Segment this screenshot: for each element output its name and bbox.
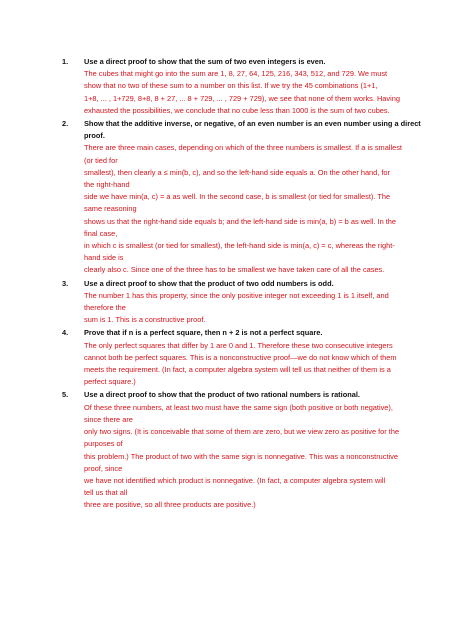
question-line: Use a direct proof to show that the sum of two even integers is even. bbox=[84, 57, 326, 66]
answer-line: only two signs. (It is conceivable that some of them are zero, but we view zero as positive for the bbox=[84, 427, 400, 437]
answer-line: (or tied for bbox=[84, 155, 118, 165]
answer-line: side we have min(a, c) = a as well. In the second case, b is smallest (or tied for smallest). The bbox=[84, 192, 391, 202]
answer-line: Of these three numbers, at least two must have the same sign (both positive or both negative), bbox=[84, 402, 393, 412]
answer-line: There are three main cases, depending on which of the three numbers is smallest. If a is smallest bbox=[84, 143, 402, 153]
answer-line: The only perfect squares that differ by 1 are 0 and 1. Therefore these two consecutive integers bbox=[84, 340, 393, 350]
answer-line: purposes of bbox=[84, 439, 123, 449]
problem-question bbox=[84, 278, 440, 290]
answer-line: final case, bbox=[84, 228, 118, 238]
answer-line: clearly also c. Since one of the three has to be smallest we have taken care of all the cases. bbox=[84, 265, 385, 275]
answer-line: show that no two of these sum to a number on this list. If we try the 45 combinations (1+1, bbox=[84, 81, 378, 91]
question-line: Show that the additive inverse, or negative, of an even number is an even number using a direct bbox=[84, 119, 421, 129]
problem-answer bbox=[84, 340, 440, 389]
answer-line: this problem.) The product of two with the same sign is nonnegative. This was a nonconstructive bbox=[84, 451, 398, 461]
answer-line: exhausted the possibilities, we conclude that no cube less than 1000 is the sum of two cubes. bbox=[84, 105, 390, 115]
answer-line: 1+8, ... , 1+729, 8+8, 8 + 27, ... 8 + 729, ... , 729 + 729), we see that none of them works. Having bbox=[84, 93, 400, 103]
answer-line: tell us that all bbox=[84, 488, 128, 498]
problem-list bbox=[62, 56, 440, 512]
answer-line: sum is 1. This is a constructive proof. bbox=[84, 315, 206, 325]
problem-answer bbox=[84, 142, 440, 276]
problem-number: 4. bbox=[62, 328, 69, 338]
answer-line: since there are bbox=[84, 414, 133, 424]
question-line: Use a direct proof to show that the product of two rational numbers is rational. bbox=[84, 390, 360, 400]
problem-1 bbox=[62, 56, 440, 117]
answer-line: three are positive, so all three products are positive.) bbox=[84, 500, 256, 510]
answer-line: in which c is smallest (or tied for smallest), the left-hand side is min(a, c) = c, whereas the right- bbox=[84, 241, 395, 251]
answer-line: same reasoning bbox=[84, 204, 137, 214]
problem-answer bbox=[84, 68, 440, 117]
problem-answer bbox=[84, 402, 440, 512]
question-line: Prove that if n is a perfect square, then n + 2 is not a perfect square. bbox=[84, 328, 323, 338]
problem-number: 1. bbox=[62, 57, 69, 66]
problem-2 bbox=[62, 118, 440, 277]
answer-line: the right-hand bbox=[84, 180, 130, 190]
answer-line: smallest), then clearly a ≤ min(b, c), and so the left-hand side equals a. On the other hand, for bbox=[84, 167, 391, 177]
answer-line: cannot both be perfect squares. This is a nonconstructive proof—we do not know which of them bbox=[84, 352, 397, 362]
problem-number: 3. bbox=[62, 278, 69, 288]
question-line: Use a direct proof to show that the product of two odd numbers is odd. bbox=[84, 278, 334, 288]
problem-4 bbox=[62, 327, 440, 388]
answer-line: therefore the bbox=[84, 303, 126, 313]
answer-line: meets the requirement. (In fact, a computer algebra system will tell us that neither of them is a bbox=[84, 365, 391, 375]
problem-number: 2. bbox=[62, 119, 69, 129]
problem-question bbox=[84, 389, 440, 401]
problem-answer bbox=[84, 290, 440, 327]
answer-line: proof, since bbox=[84, 463, 123, 473]
problem-question bbox=[84, 56, 440, 68]
answer-line: The number 1 has this property, since the only positive integer not exceeding 1 is 1 itself, and bbox=[84, 290, 389, 300]
answer-line: The cubes that might go into the sum are 1, 8, 27, 64, 125, 216, 343, 512, and 729. We must bbox=[84, 69, 388, 79]
problem-question bbox=[84, 118, 440, 142]
answer-line: we have not identified which product is nonnegative. (In fact, a computer algebra system will bbox=[84, 475, 386, 485]
answer-line: hand side is bbox=[84, 253, 124, 263]
answer-line: perfect square.) bbox=[84, 377, 136, 387]
question-line: proof. bbox=[84, 131, 105, 141]
problem-question bbox=[84, 327, 440, 339]
answer-line: shows us that the right-hand side equals b; and the left-hand side is min(a, b) = b as well. In the bbox=[84, 216, 397, 226]
problem-number: 5. bbox=[62, 390, 69, 400]
problem-3 bbox=[62, 278, 440, 327]
problem-5 bbox=[62, 389, 440, 511]
